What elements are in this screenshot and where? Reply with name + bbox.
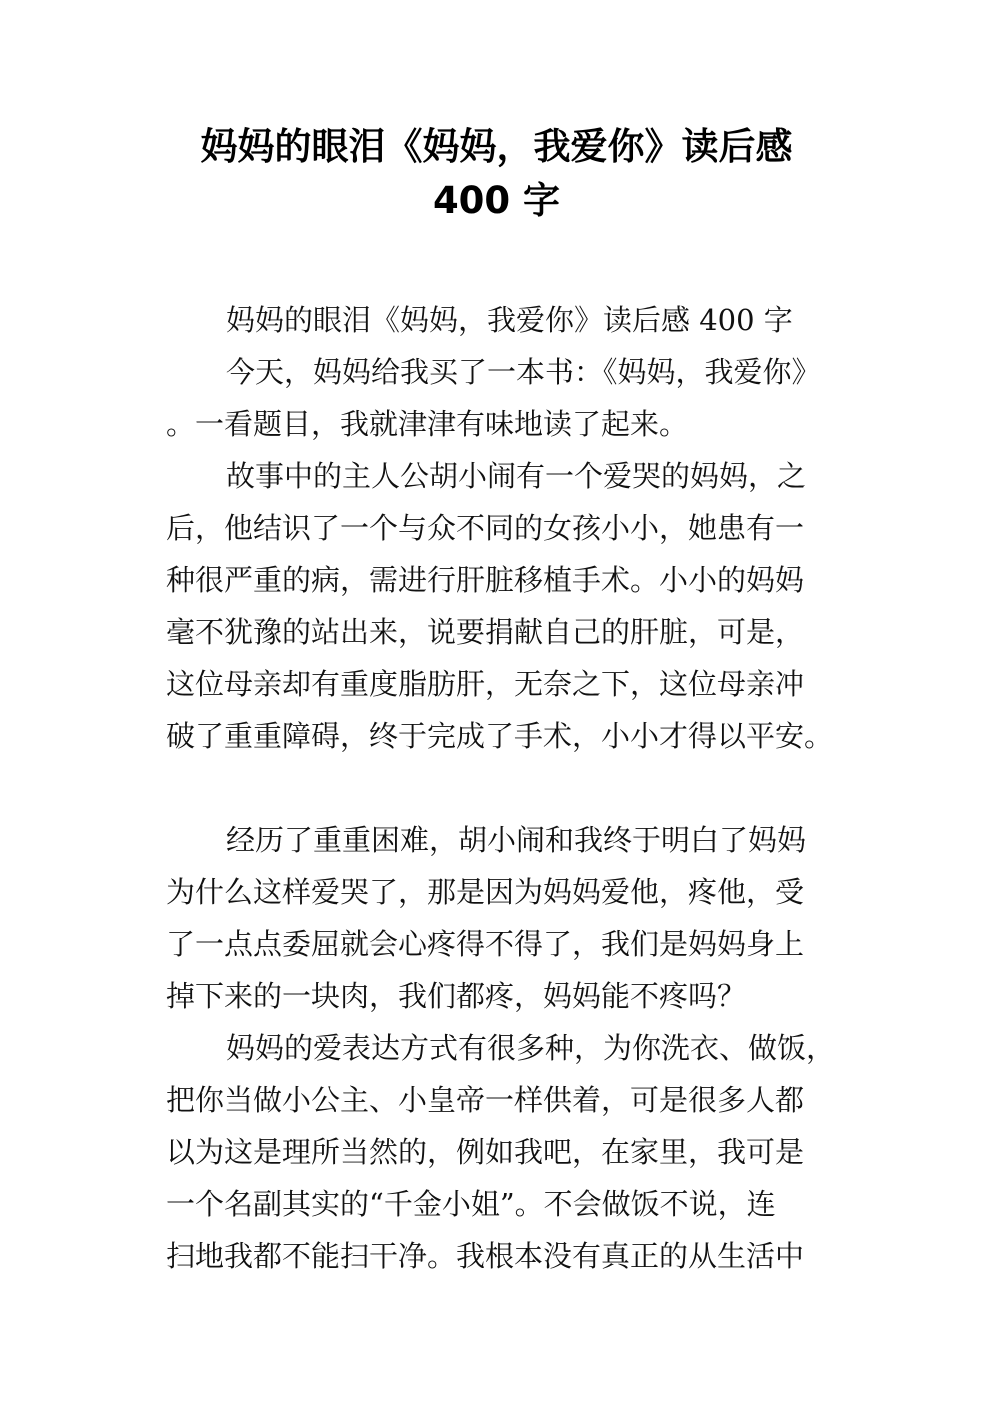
body-line: 一个名副其实的“千金小姐”。不会做饭不说，连 (166, 1187, 776, 1221)
document-title-line-2: 400 字 (432, 179, 561, 222)
body-line: 种很严重的病，需进行肝脏移植手术。小小的妈妈 (166, 563, 805, 597)
body-line: 毫不犹豫的站出来，说要捐献自己的肝脏，可是， (166, 615, 805, 649)
body-line: 经历了重重困难，胡小闹和我终于明白了妈妈 (226, 823, 807, 857)
body-line: 破了重重障碍，终于完成了手术，小小才得以平安。 (166, 719, 834, 753)
body-line: 妈妈的爱表达方式有很多种，为你洗衣、做饭， (226, 1031, 836, 1065)
body-line: 今天，妈妈给我买了一本书：《妈妈，我爱你》 (226, 355, 821, 389)
document-title-line-1: 妈妈的眼泪《妈妈，我爱你》读后感 (200, 125, 793, 168)
body-line: 以为这是理所当然的，例如我吧，在家里，我可是 (166, 1135, 805, 1169)
body-line: 。一看题目，我就津津有味地读了起来。 (166, 407, 689, 441)
body-line: 扫地我都不能扫干净。我根本没有真正的从生活中 (166, 1239, 805, 1273)
body-line: 为什么这样爱哭了，那是因为妈妈爱他，疼他，受 (166, 875, 805, 909)
body-line-heading: 妈妈的眼泪《妈妈，我爱你》读后感 400 字 (226, 303, 793, 337)
body-line: 故事中的主人公胡小闹有一个爱哭的妈妈，之 (226, 459, 807, 493)
body-line: 后，他结识了一个与众不同的女孩小小，她患有一 (166, 511, 805, 545)
body-line: 这位母亲却有重度脂肪肝，无奈之下，这位母亲冲 (166, 667, 805, 701)
body-line: 掉下来的一块肉，我们都疼，妈妈能不疼吗？ (166, 979, 747, 1013)
body-line: 把你当做小公主、小皇帝一样供着，可是很多人都 (166, 1083, 805, 1117)
body-line: 了一点点委屈就会心疼得不得了，我们是妈妈身上 (166, 927, 805, 961)
